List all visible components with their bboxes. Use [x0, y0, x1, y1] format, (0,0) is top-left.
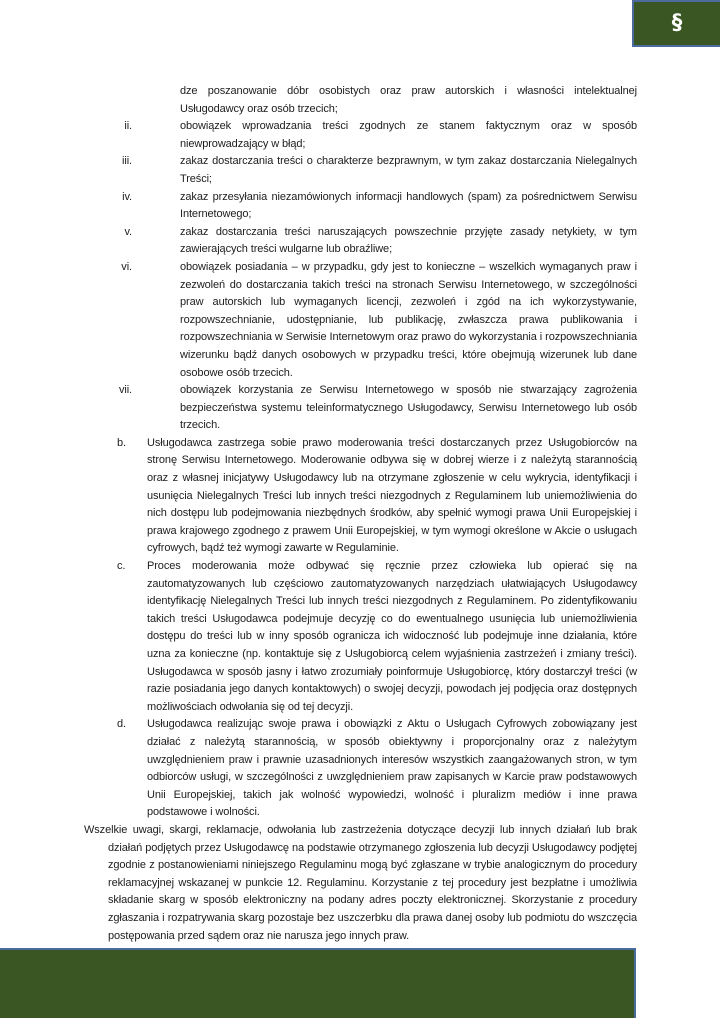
- list-item-text: zakaz dostarczania treści naruszających powszechnie przyjęte zasady netykiety, w tym zawierających treści wulgarne lub obraźliwe;: [180, 225, 637, 256]
- section-symbol-box: [632, 0, 720, 47]
- list-item-d: [84, 716, 637, 822]
- paragraph-continuation: [84, 83, 637, 118]
- list-marker: v.: [124, 225, 132, 238]
- paragraph-text: dze poszanowanie dóbr osobistych oraz praw autorskich i własności intelektualnej Usługodawcy oraz osób trzecich;: [180, 85, 637, 115]
- list-marker: c.: [117, 560, 126, 573]
- list-marker: ii.: [124, 120, 132, 133]
- list-item-c: [84, 558, 637, 716]
- list-item-iii: [84, 153, 637, 188]
- list-item-vi: [84, 259, 637, 382]
- list-marker: d.: [117, 718, 126, 731]
- list-item-text: zakaz dostarczania treści o charakterze bezprawnym, w tym zakaz dostarczania Nielegalnych Treści;: [180, 155, 637, 185]
- list-item-vii: [84, 382, 637, 435]
- list-item-b: [84, 435, 637, 558]
- list-item-iv: [84, 189, 637, 224]
- list-marker: b.: [117, 436, 126, 449]
- list-item-text: Usługodawca realizując swoje prawa i obowiązki z Aktu o Usługach Cyfrowych zobowiązany jest działać z należytą starannością, w sposób obiektywny i proporcjonalny oraz z należytym uwzględnieniem praw i prawnie uzasadnionych interesów wszystkich zaangażowanych stron, w tym odbiorców usługi, w szczególności z uwzględnieniem praw zapisanych w Karcie praw podstawowych Unii Europejskiej, takich jak wolność wypowiedzi, wolność i pluralizm mediów i inne prawa podstawowe i wolności.: [147, 718, 637, 819]
- list-item-text: zakaz przesyłania niezamówionych informacji handlowych (spam) za pośrednictwem Serwisu Internetowego;: [180, 190, 637, 221]
- list-item-text: Usługodawca zastrzega sobie prawo moderowania treści dostarczanych przez Usługobiorców na stronę Serwisu Internetowego. Moderowanie odbywa się w dobrej wierze i z należytą starannością oraz z własnej inicjatywy Usługodawcy lub na otrzymane zgłoszenie w celu wykrycia, identyfikacji i usunięcia Nielegalnych Treści lub innych treści niezgodnych z Regulaminem lub uniemożliwienia do nich dostępu lub podejmowania niezbędnych środków, aby spełnić wymogi prawa Unii Europejskiej i prawa krajowego zgodnego z prawem Unii Europejskiej, w tym wymogi określone w Akcie o usługach cyfrowych, bądź też wymogi zawarte w Regulaminie.: [147, 436, 637, 555]
- list-marker: iv.: [122, 190, 132, 203]
- list-item-text: obowiązek korzystania ze Serwisu Internetowego w sposób nie stwarzający zagrożenia bezpieczeństwa systemu teleinformatycznego Usługodawcy, Serwisu Internetowego lub osób trzecich.: [180, 384, 637, 432]
- list-marker: iii.: [122, 155, 132, 168]
- paragraph-section-icon: §: [671, 10, 683, 34]
- list-item-ii: [84, 118, 637, 153]
- closing-paragraph: Wszelkie uwagi, skargi, reklamacje, odwołania lub zastrzeżenia dotyczące decyzji lub innych działań lub brak działań podjętych przez Usługodawcę na podstawie otrzymanego zgłoszenia lub decyzji Usługodawcy podjętej zgodnie z postanowieniami niniejszego Regulaminu mogą być zgłaszane w trybie analogicznym do procedury reklamacyjnej wskazanej w punkcie 12. Regulaminu. Korzystanie z tej procedury jest bezpłatne i umożliwia składanie skarg w sposób elektroniczny na podany adres poczty elektronicznej. Skorzystanie z procedury zgłaszania i rozpatrywania skarg pozostaje bez uszczerbku dla prawa danej osoby lub podmiotu do wszczęcia postępowania przed sądem oraz nie narusza jego innych praw.: [84, 823, 637, 942]
- list-item-text: Proces moderowania może odbywać się ręcznie przez człowieka lub opierać się na zautomatyzowanych lub częściowo zautomatyzowanych narzędziach ułatwiających Usługodawcy identyfikację Nielegalnych Treści lub innych treści niezgodnych z Regulaminem. Po zidentyfikowaniu takich treści Usługodawca podejmuje decyzję co do ewentualnego usunięcia lub uniemożliwienia dostępu do treści lub w inny sposób ogranicza ich widoczność lub podejmuje inne działania, które uzna za konieczne (np. kontaktuje się z Usługobiorcą celem wyjaśnienia zastrzeżeń i zmiany treści). Usługodawca w sposób jasny i łatwo zrozumiały poinformuje Usługobiorcę, który dostarczył treści (w razie posiadania jego danych kontaktowych) o swojej decyzji, powodach jej podjęcia oraz dostępnych możliwościach odwołania się od tej decyzji.: [147, 560, 637, 713]
- list-marker: vii.: [118, 384, 132, 397]
- list-item-v: [84, 224, 637, 259]
- list-item-text: obowiązek posiadania – w przypadku, gdy jest to konieczne – wszelkich wymaganych praw i zezwoleń do dostarczania takich treści na stronach Serwisu Internetowego, w szczególności praw autorskich lub wymaganych licencji, zezwoleń i zgód na ich wykorzystywanie, rozpowszechnianie, udostępnianie, lub publikację, zwłaszcza prawa publikowania i rozpowszechniania w Serwisie Internetowym oraz prawo do wykorzystania i rozpowszechniania wizerunku bądź danych osobowych w przypadku treści, które obejmują wizerunek lub dane osobowe osób trzecich.: [180, 260, 637, 379]
- document-body: [84, 83, 637, 945]
- list-marker: vi.: [121, 260, 132, 273]
- footer-accent-bar: [0, 948, 636, 1018]
- list-item-text: obowiązek wprowadzania treści zgodnych ze stanem faktycznym oraz w sposób niewprowadzający w błąd;: [180, 120, 637, 150]
